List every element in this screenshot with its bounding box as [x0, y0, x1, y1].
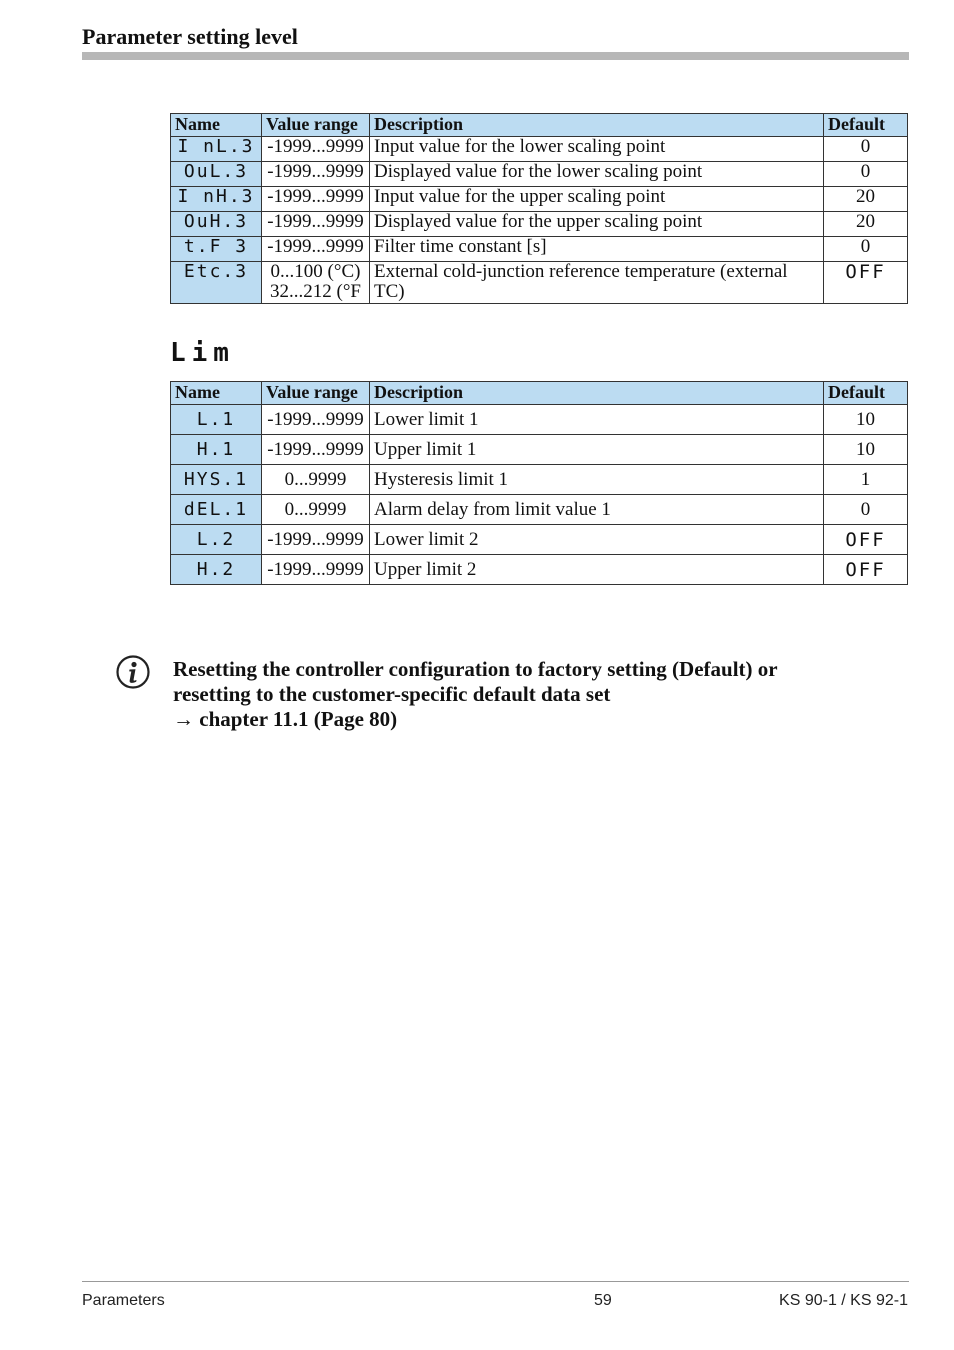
footer-product: KS 90-1 / KS 92-1 — [779, 1292, 908, 1309]
param-range-fahrenheit: 32...212 (°F — [270, 281, 361, 302]
table-row — [171, 137, 908, 162]
param-range: -1999...9999 — [262, 237, 370, 262]
param-default: OFF — [824, 555, 908, 585]
param-name: I nL.3 — [171, 137, 262, 162]
param-description: Lower limit 2 — [370, 525, 824, 555]
parameter-table-scaling — [170, 113, 908, 304]
param-default: 10 — [824, 405, 908, 435]
param-name: dEL.1 — [171, 495, 262, 525]
table-row — [171, 405, 908, 435]
column-header-name: Name — [171, 382, 262, 405]
param-description: Upper limit 1 — [370, 435, 824, 465]
param-range: -1999...9999 — [262, 162, 370, 187]
param-description: Upper limit 2 — [370, 555, 824, 585]
param-name: H.2 — [171, 555, 262, 585]
param-description: External cold-junction reference temperature (external TC) — [370, 262, 824, 304]
param-name: L.2 — [171, 525, 262, 555]
param-range — [262, 262, 370, 304]
column-header-name: Name — [171, 114, 262, 137]
column-header-default: Default — [824, 382, 908, 405]
footer-rule — [82, 1281, 909, 1282]
param-range: -1999...9999 — [262, 212, 370, 237]
param-default: 1 — [824, 465, 908, 495]
param-range: 0...9999 — [262, 495, 370, 525]
param-name: OuH.3 — [171, 212, 262, 237]
chapter-reference-link[interactable]: → chapter 11.1 (Page 80) — [173, 707, 398, 731]
param-default: 10 — [824, 435, 908, 465]
param-default: 0 — [824, 237, 908, 262]
table-header-row — [171, 114, 908, 137]
param-range: -1999...9999 — [262, 525, 370, 555]
info-icon — [116, 655, 150, 689]
param-name: t.F 3 — [171, 237, 262, 262]
param-description: Input value for the lower scaling point — [370, 137, 824, 162]
table-row — [171, 495, 908, 525]
param-range-celsius: 0...100 (°C) — [270, 261, 361, 282]
table-header-row — [171, 382, 908, 405]
param-description: Alarm delay from limit value 1 — [370, 495, 824, 525]
section-title-lim: Lim — [170, 338, 235, 368]
table-row — [171, 465, 908, 495]
note-text — [173, 657, 913, 732]
param-range: -1999...9999 — [262, 187, 370, 212]
page-title: Parameter setting level — [82, 24, 298, 49]
param-name: OuL.3 — [171, 162, 262, 187]
table-row — [171, 262, 908, 304]
table-row — [171, 525, 908, 555]
param-name: HYS.1 — [171, 465, 262, 495]
param-range: 0...9999 — [262, 465, 370, 495]
param-default: 0 — [824, 495, 908, 525]
param-description: Input value for the upper scaling point — [370, 187, 824, 212]
table-row — [171, 555, 908, 585]
note-line-2: resetting to the customer-specific default data set — [173, 682, 611, 706]
column-header-range: Value range — [262, 382, 370, 405]
param-name: H.1 — [171, 435, 262, 465]
table-row — [171, 237, 908, 262]
param-range: -1999...9999 — [262, 405, 370, 435]
param-default: OFF — [824, 525, 908, 555]
param-description: Lower limit 1 — [370, 405, 824, 435]
param-description: Filter time constant [s] — [370, 237, 824, 262]
footer-section: Parameters — [82, 1292, 165, 1309]
param-default: 20 — [824, 187, 908, 212]
column-header-description: Description — [370, 382, 824, 405]
param-default: 0 — [824, 137, 908, 162]
param-default: 20 — [824, 212, 908, 237]
param-description: Displayed value for the upper scaling point — [370, 212, 824, 237]
column-header-default: Default — [824, 114, 908, 137]
column-header-range: Value range — [262, 114, 370, 137]
table-row — [171, 212, 908, 237]
column-header-description: Description — [370, 114, 824, 137]
table-row — [171, 435, 908, 465]
note-line-1: Resetting the controller configuration to factory setting (Default) or — [173, 657, 778, 681]
param-range: -1999...9999 — [262, 137, 370, 162]
param-default: 0 — [824, 162, 908, 187]
table-row — [171, 162, 908, 187]
param-description: Displayed value for the lower scaling point — [370, 162, 824, 187]
param-default: OFF — [824, 262, 908, 304]
param-name: I nH.3 — [171, 187, 262, 212]
table-row — [171, 187, 908, 212]
title-rule — [82, 52, 909, 60]
parameter-table-limits — [170, 381, 908, 585]
page-number: 59 — [594, 1292, 612, 1309]
param-range: -1999...9999 — [262, 435, 370, 465]
param-name: L.1 — [171, 405, 262, 435]
param-range: -1999...9999 — [262, 555, 370, 585]
param-description: Hysteresis limit 1 — [370, 465, 824, 495]
param-name: Etc.3 — [171, 262, 262, 304]
